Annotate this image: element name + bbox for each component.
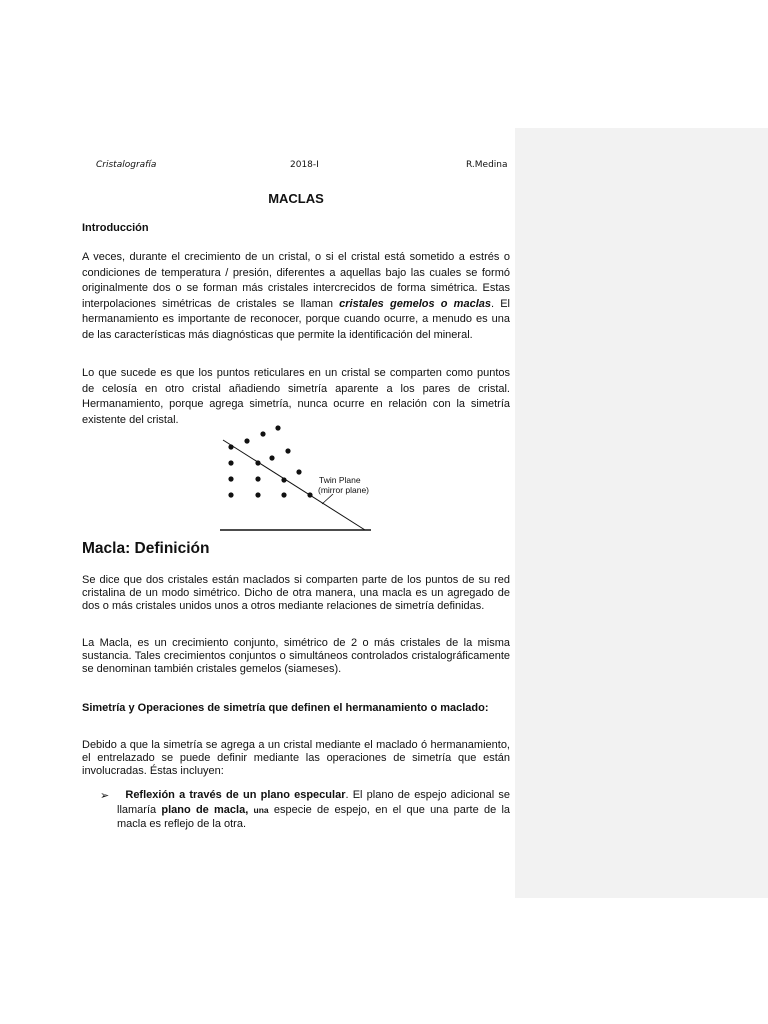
- bullet-arrow-icon: ➢: [100, 790, 110, 802]
- intro-heading: Introducción: [82, 222, 149, 234]
- lattice-points: [228, 425, 312, 497]
- lattice-point: [296, 469, 301, 474]
- lattice-point: [269, 455, 274, 460]
- figure-label-line1: Twin Plane: [319, 475, 361, 485]
- bullet-text-1: . El plano de espejo adicional se llamaría: [117, 789, 511, 816]
- definition-paragraph-1: Se dice que dos cristales están maclados si comparten parte de los puntos de su red cristalina de un modo simétrico. Dicho de otra manera, una macla es un agregado de dos o más cristales unidos unos a otros mediante relaciones de simetría definidas.: [82, 574, 510, 613]
- lattice-point: [275, 425, 280, 430]
- lattice-point: [255, 476, 260, 481]
- lattice-point: [255, 460, 260, 465]
- bullet-reflection: [117, 788, 510, 832]
- definition-heading: Macla: Definición: [82, 540, 210, 557]
- lattice-point: [228, 460, 233, 465]
- lattice-point: [228, 444, 233, 449]
- intro-paragraph-1: [82, 250, 510, 343]
- figure-label-line2: (mirror plane): [318, 485, 370, 495]
- bullet-text-2: especie de espejo, en el que una parte de la macla es reflejo de la otra.: [117, 803, 511, 830]
- lattice-point: [228, 492, 233, 497]
- symmetry-paragraph: Debido a que la simetría se agrega a un cristal mediante el maclado ó hermanamiento, el entrelazado se puede definir mediante las operaciones de simetría que están involucradas. Éstas incluyen:: [82, 739, 510, 778]
- header-term: 2018-I: [290, 160, 319, 170]
- bullet-bold-2: plano de macla,: [161, 803, 254, 816]
- twin-plane-figure: [215, 422, 385, 534]
- intro-p1-emphasis: cristales gemelos o maclas: [339, 297, 491, 310]
- lattice-point: [281, 477, 286, 482]
- intro-p1-part1: A veces, durante el crecimiento de un cristal, o si el cristal está sometido a estrés o condiciones de temperatura / presión, diferentes a aquellas bajo las cuales se formó originalmente dos o se forman más cristales intercrecidos de forma simétrica. Estas interpolaciones simétricas de cristales se llaman: [82, 251, 510, 310]
- bullet-small: una: [253, 804, 269, 815]
- lattice-point: [285, 448, 290, 453]
- lattice-point: [281, 492, 286, 497]
- intro-p1-part2: . El hermanamiento es importante de reconocer, porque cuando ocurre, a menudo es una de las características más diagnósticas que permite la identificación del mineral.: [82, 297, 510, 341]
- lattice-point: [260, 431, 265, 436]
- header-course: Cristalografía: [96, 160, 157, 170]
- header-author: R.Medina: [466, 160, 508, 170]
- document-title: MACLAS: [268, 191, 324, 206]
- lattice-point: [307, 492, 312, 497]
- lattice-point: [228, 476, 233, 481]
- lattice-point: [244, 438, 249, 443]
- intro-paragraph-2: Lo que sucede es que los puntos reticulares en un cristal se comparten como puntos de celosía en otro cristal añadiendo simetría aparente a los pares de cristal. Hermanamiento, porque agrega simetría, nunca ocurre en relación con la simetría existente del cristal.: [82, 367, 510, 426]
- label-pointer: [322, 494, 333, 504]
- comments-pane: [515, 128, 768, 898]
- bullet-bold-1: Reflexión a través de un plano especular: [125, 789, 346, 801]
- symmetry-heading: Simetría y Operaciones de simetría que definen el hermanamiento o maclado:: [82, 702, 489, 714]
- lattice-point: [255, 492, 260, 497]
- definition-paragraph-2: La Macla, es un crecimiento conjunto, simétrico de 2 o más cristales de la misma sustancia. Tales crecimientos conjuntos o simultáneos controlados cristalográficamente se denominan también cristales gemelos (siameses).: [82, 637, 510, 676]
